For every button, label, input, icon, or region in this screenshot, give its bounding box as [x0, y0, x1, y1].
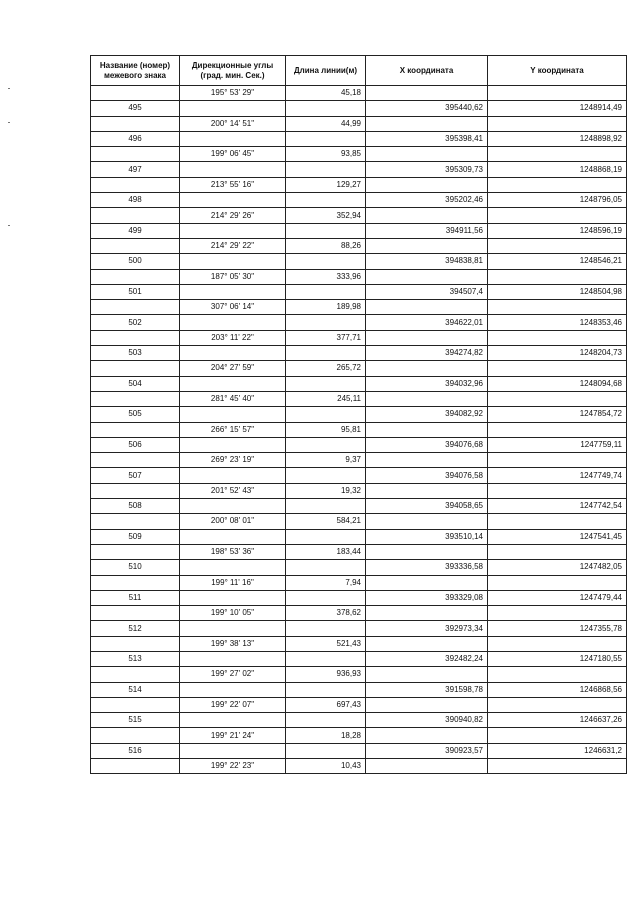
table-row [91, 147, 627, 162]
cell-y [488, 483, 627, 498]
table-row [91, 101, 627, 116]
cell-name [91, 208, 180, 223]
cell-name [91, 300, 180, 315]
cell-length [286, 468, 366, 483]
cell-name [91, 728, 180, 743]
cell-x: 392482,24 [366, 651, 488, 666]
cell-x: 393510,14 [366, 529, 488, 544]
cell-angle [180, 101, 286, 116]
cell-angle [180, 437, 286, 452]
table-row [91, 560, 627, 575]
cell-x [366, 759, 488, 774]
table-row [91, 193, 627, 208]
cell-x: 390940,82 [366, 713, 488, 728]
cell-name [91, 361, 180, 376]
table-row [91, 575, 627, 590]
cell-angle [180, 223, 286, 238]
cell-y [488, 514, 627, 529]
cell-length [286, 101, 366, 116]
cell-length: 584,21 [286, 514, 366, 529]
cell-y [488, 86, 627, 101]
cell-angle [180, 315, 286, 330]
cell-name: 499 [91, 223, 180, 238]
cell-name: 496 [91, 131, 180, 146]
cell-angle: 199° 21' 24" [180, 728, 286, 743]
cell-x [366, 544, 488, 559]
cell-x [366, 636, 488, 651]
cell-x: 394076,58 [366, 468, 488, 483]
cell-length: 88,26 [286, 238, 366, 253]
cell-length: 44,99 [286, 116, 366, 131]
table-row [91, 116, 627, 131]
cell-length: 521,43 [286, 636, 366, 651]
cell-angle: 203° 11' 22" [180, 330, 286, 345]
cell-name: 512 [91, 621, 180, 636]
cell-angle: 307° 06' 14" [180, 300, 286, 315]
table-row [91, 667, 627, 682]
cell-name: 513 [91, 651, 180, 666]
table-row [91, 391, 627, 406]
cell-length: 45,18 [286, 86, 366, 101]
cell-length: 10,43 [286, 759, 366, 774]
cell-x: 394082,92 [366, 407, 488, 422]
cell-x [366, 269, 488, 284]
cell-x: 395202,46 [366, 193, 488, 208]
table-row [91, 651, 627, 666]
cell-y: 1248204,73 [488, 346, 627, 361]
cell-y: 1248504,98 [488, 284, 627, 299]
cell-name [91, 116, 180, 131]
cell-x [366, 453, 488, 468]
cell-name [91, 269, 180, 284]
cell-name: 516 [91, 743, 180, 758]
cell-angle: 266° 15' 57" [180, 422, 286, 437]
cell-x [366, 116, 488, 131]
cell-y [488, 422, 627, 437]
table-row [91, 223, 627, 238]
cell-length [286, 407, 366, 422]
cell-length: 18,28 [286, 728, 366, 743]
cell-length [286, 713, 366, 728]
cell-length [286, 651, 366, 666]
table-row [91, 284, 627, 299]
cell-x: 393329,08 [366, 590, 488, 605]
cell-y: 1247355,78 [488, 621, 627, 636]
cell-x [366, 86, 488, 101]
cell-x: 394032,96 [366, 376, 488, 391]
cell-name: 511 [91, 590, 180, 605]
cell-name [91, 147, 180, 162]
cell-x: 393336,58 [366, 560, 488, 575]
cell-length [286, 254, 366, 269]
cell-x [366, 728, 488, 743]
table-row [91, 606, 627, 621]
cell-x: 394838,81 [366, 254, 488, 269]
cell-name: 495 [91, 101, 180, 116]
cell-length [286, 193, 366, 208]
cell-length: 378,62 [286, 606, 366, 621]
table-row [91, 514, 627, 529]
cell-x: 391598,78 [366, 682, 488, 697]
table-row [91, 162, 627, 177]
cell-name: 504 [91, 376, 180, 391]
cell-length [286, 529, 366, 544]
cell-length: 9,37 [286, 453, 366, 468]
cell-y: 1248898,92 [488, 131, 627, 146]
table-row [91, 713, 627, 728]
cell-angle: 195° 53' 29" [180, 86, 286, 101]
cell-angle: 199° 38' 13" [180, 636, 286, 651]
cell-length [286, 560, 366, 575]
table-row [91, 131, 627, 146]
cell-x [366, 422, 488, 437]
cell-y [488, 177, 627, 192]
table-row [91, 346, 627, 361]
cell-y: 1247541,45 [488, 529, 627, 544]
cell-length [286, 376, 366, 391]
table-row [91, 743, 627, 758]
cell-y: 1248914,49 [488, 101, 627, 116]
cell-angle: 200° 14' 51" [180, 116, 286, 131]
cell-x [366, 361, 488, 376]
cell-length [286, 437, 366, 452]
cell-y [488, 391, 627, 406]
cell-y [488, 269, 627, 284]
table-row [91, 254, 627, 269]
table-row [91, 330, 627, 345]
cell-x: 394911,56 [366, 223, 488, 238]
cell-angle: 199° 06' 45" [180, 147, 286, 162]
cell-length: 189,98 [286, 300, 366, 315]
cell-x: 394507,4 [366, 284, 488, 299]
cell-angle: 213° 55' 16" [180, 177, 286, 192]
table-row [91, 759, 627, 774]
cell-angle [180, 193, 286, 208]
cell-name [91, 453, 180, 468]
cell-name: 515 [91, 713, 180, 728]
cell-angle [180, 346, 286, 361]
cell-angle: 199° 22' 07" [180, 697, 286, 712]
table-row [91, 269, 627, 284]
cell-y [488, 575, 627, 590]
table-row [91, 682, 627, 697]
cell-length: 245,11 [286, 391, 366, 406]
cell-y: 1248868,19 [488, 162, 627, 177]
table-row [91, 238, 627, 253]
cell-name: 501 [91, 284, 180, 299]
table-row [91, 499, 627, 514]
cell-name: 507 [91, 468, 180, 483]
cell-y: 1248546,21 [488, 254, 627, 269]
cell-name [91, 422, 180, 437]
cell-x [366, 391, 488, 406]
table-row [91, 177, 627, 192]
cell-y [488, 300, 627, 315]
cell-name: 502 [91, 315, 180, 330]
cell-name [91, 636, 180, 651]
cell-y: 1248596,19 [488, 223, 627, 238]
cell-y: 1248796,05 [488, 193, 627, 208]
cell-angle [180, 131, 286, 146]
cell-length [286, 621, 366, 636]
table-row [91, 453, 627, 468]
table-row [91, 590, 627, 605]
cell-y: 1246637,26 [488, 713, 627, 728]
cell-y [488, 330, 627, 345]
cell-name [91, 330, 180, 345]
cell-x: 392973,34 [366, 621, 488, 636]
cell-angle: 198° 53' 36" [180, 544, 286, 559]
cell-x: 395440,62 [366, 101, 488, 116]
cell-length: 129,27 [286, 177, 366, 192]
cell-name: 506 [91, 437, 180, 452]
cell-angle [180, 560, 286, 575]
cell-angle [180, 254, 286, 269]
cell-angle: 214° 29' 22" [180, 238, 286, 253]
cell-angle [180, 621, 286, 636]
cell-x [366, 177, 488, 192]
table-row [91, 483, 627, 498]
cell-angle [180, 651, 286, 666]
cell-length [286, 346, 366, 361]
cell-y: 1247854,72 [488, 407, 627, 422]
cell-angle [180, 529, 286, 544]
table-row [91, 315, 627, 330]
cell-length [286, 162, 366, 177]
cell-name: 503 [91, 346, 180, 361]
cell-x: 394622,01 [366, 315, 488, 330]
cell-x [366, 697, 488, 712]
cell-length: 333,96 [286, 269, 366, 284]
cell-name: 505 [91, 407, 180, 422]
cell-name: 497 [91, 162, 180, 177]
cell-length: 7,94 [286, 575, 366, 590]
table-row [91, 529, 627, 544]
cell-angle: 269° 23' 19" [180, 453, 286, 468]
cell-x: 395309,73 [366, 162, 488, 177]
table-row [91, 468, 627, 483]
cell-x: 394076,68 [366, 437, 488, 452]
cell-y [488, 544, 627, 559]
cell-angle [180, 743, 286, 758]
table-row [91, 376, 627, 391]
cell-length [286, 223, 366, 238]
cell-angle: 214° 29' 26" [180, 208, 286, 223]
table-row [91, 728, 627, 743]
cell-name: 508 [91, 499, 180, 514]
cell-x: 394274,82 [366, 346, 488, 361]
cell-angle [180, 468, 286, 483]
cell-y [488, 759, 627, 774]
cell-length: 93,85 [286, 147, 366, 162]
cell-y [488, 208, 627, 223]
cell-length [286, 743, 366, 758]
cell-name [91, 483, 180, 498]
cell-x [366, 300, 488, 315]
cell-y: 1247482,05 [488, 560, 627, 575]
cell-length: 95,81 [286, 422, 366, 437]
table-row [91, 208, 627, 223]
header-x: X координата [366, 56, 488, 86]
cell-angle: 201° 52' 43" [180, 483, 286, 498]
cell-y [488, 361, 627, 376]
cell-angle: 187° 05' 30" [180, 269, 286, 284]
cell-length: 697,43 [286, 697, 366, 712]
cell-length [286, 682, 366, 697]
cell-x: 390923,57 [366, 743, 488, 758]
cell-name [91, 759, 180, 774]
cell-y: 1247749,74 [488, 468, 627, 483]
margin-mark [8, 88, 10, 89]
cell-angle [180, 376, 286, 391]
cell-name [91, 86, 180, 101]
table-row [91, 636, 627, 651]
cell-x: 394058,65 [366, 499, 488, 514]
cell-angle [180, 713, 286, 728]
table-body [91, 86, 627, 774]
cell-name: 500 [91, 254, 180, 269]
cell-name: 498 [91, 193, 180, 208]
table-row [91, 437, 627, 452]
cell-y: 1247479,44 [488, 590, 627, 605]
cell-angle: 204° 27' 59" [180, 361, 286, 376]
cell-x [366, 330, 488, 345]
header-name: Название (номер) межевого знака [91, 56, 180, 86]
cell-angle: 199° 10' 05" [180, 606, 286, 621]
cell-length [286, 315, 366, 330]
cell-x: 395398,41 [366, 131, 488, 146]
header-angle: Дирекционные углы (град. мин. Сек.) [180, 56, 286, 86]
cell-x [366, 208, 488, 223]
cell-name [91, 575, 180, 590]
header-y: Y координата [488, 56, 627, 86]
cell-angle [180, 162, 286, 177]
cell-length: 377,71 [286, 330, 366, 345]
cell-angle [180, 499, 286, 514]
cell-name: 509 [91, 529, 180, 544]
cell-y: 1247759,11 [488, 437, 627, 452]
cell-angle [180, 682, 286, 697]
cell-y [488, 667, 627, 682]
cell-y [488, 238, 627, 253]
cell-x [366, 667, 488, 682]
cell-name: 514 [91, 682, 180, 697]
cell-length [286, 590, 366, 605]
cell-length: 265,72 [286, 361, 366, 376]
cell-x [366, 514, 488, 529]
cell-angle [180, 590, 286, 605]
cell-x [366, 147, 488, 162]
table-row [91, 544, 627, 559]
table-row [91, 300, 627, 315]
cell-angle [180, 284, 286, 299]
cell-length [286, 131, 366, 146]
cell-length: 936,93 [286, 667, 366, 682]
cell-x [366, 575, 488, 590]
table-row [91, 86, 627, 101]
cell-x [366, 483, 488, 498]
table-row [91, 422, 627, 437]
table-row [91, 621, 627, 636]
margin-mark [8, 225, 10, 226]
cell-y [488, 453, 627, 468]
cell-y: 1248094,68 [488, 376, 627, 391]
cell-angle: 199° 11' 16" [180, 575, 286, 590]
coordinates-table [90, 55, 627, 774]
cell-y [488, 636, 627, 651]
cell-angle [180, 407, 286, 422]
cell-angle: 199° 22' 23" [180, 759, 286, 774]
cell-name [91, 177, 180, 192]
margin-mark [8, 122, 10, 123]
table-row [91, 697, 627, 712]
cell-name [91, 697, 180, 712]
cell-length: 352,94 [286, 208, 366, 223]
cell-angle: 199° 27' 02" [180, 667, 286, 682]
cell-y: 1248353,46 [488, 315, 627, 330]
table-row [91, 361, 627, 376]
cell-y [488, 147, 627, 162]
cell-y [488, 606, 627, 621]
cell-length: 19,32 [286, 483, 366, 498]
cell-x [366, 238, 488, 253]
cell-name [91, 238, 180, 253]
cell-angle: 200° 08' 01" [180, 514, 286, 529]
cell-y: 1247180,55 [488, 651, 627, 666]
cell-name [91, 391, 180, 406]
cell-name [91, 514, 180, 529]
cell-name: 510 [91, 560, 180, 575]
cell-y [488, 116, 627, 131]
cell-name [91, 544, 180, 559]
cell-y: 1247742,54 [488, 499, 627, 514]
cell-y [488, 728, 627, 743]
cell-y: 1246868,56 [488, 682, 627, 697]
cell-name [91, 667, 180, 682]
cell-x [366, 606, 488, 621]
header-length: Длина линии(м) [286, 56, 366, 86]
table-row [91, 407, 627, 422]
cell-length [286, 499, 366, 514]
table-header-row [91, 56, 627, 86]
cell-length: 183,44 [286, 544, 366, 559]
cell-y [488, 697, 627, 712]
cell-length [286, 284, 366, 299]
cell-angle: 281° 45' 40" [180, 391, 286, 406]
cell-y: 1246631,2 [488, 743, 627, 758]
cell-name [91, 606, 180, 621]
